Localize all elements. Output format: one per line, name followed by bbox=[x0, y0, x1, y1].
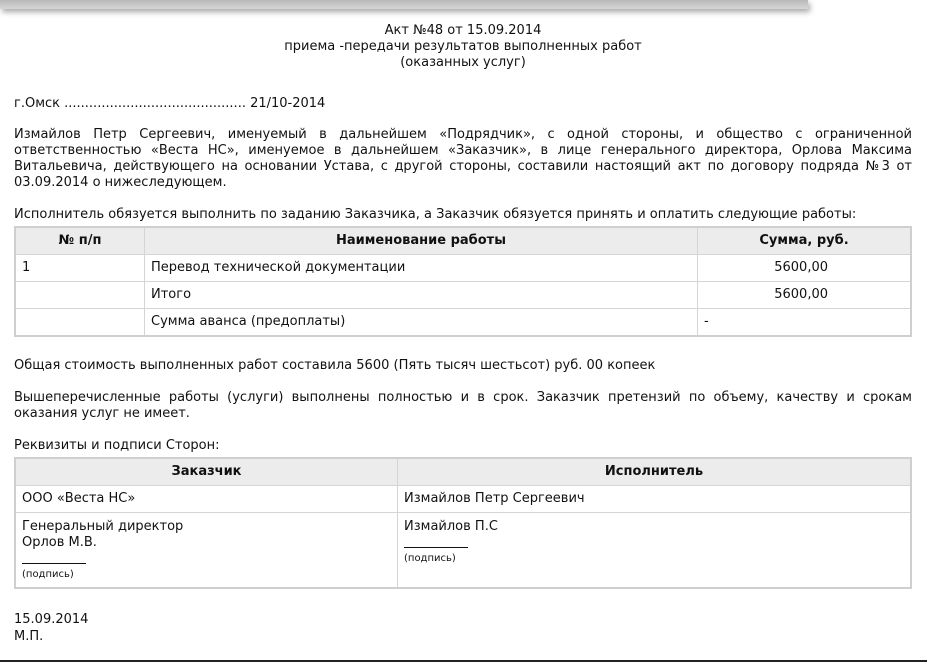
document-title bbox=[14, 23, 912, 71]
customer-position: Генеральный директор bbox=[22, 519, 184, 534]
contractor-short-name: Измайлов П.С bbox=[404, 519, 498, 534]
customer-signature-line bbox=[22, 551, 86, 564]
total-cost-paragraph: Общая стоимость выполненных работ составила 5600 (Пять тысяч шестьсот) руб. 00 копеек bbox=[14, 358, 656, 373]
place-date-line: г.Омск ............................................ 21/10-2014 bbox=[14, 96, 326, 111]
customer-person: Орлов М.В. bbox=[22, 535, 97, 550]
works-cell-number: 1 bbox=[15, 255, 145, 282]
customer-org: ООО «Веста НС» bbox=[15, 486, 398, 513]
signatures-header-row bbox=[15, 458, 911, 486]
contractor-signature-cell bbox=[398, 513, 912, 589]
works-cell-name: Итого bbox=[145, 282, 698, 309]
footer-stamp: М.П. bbox=[14, 629, 44, 644]
contractor-name: Измайлов Петр Сергеевич bbox=[398, 486, 912, 513]
no-claims-paragraph: Вышеперечисленные работы (услуги) выполнены полностью и в срок. Заказчик претензий по объему, качеству и срокам оказания услуг не имеет. bbox=[14, 390, 912, 421]
works-table bbox=[14, 226, 912, 337]
works-table-header-row bbox=[15, 227, 911, 255]
table-row bbox=[15, 486, 911, 513]
works-col-name: Наименование работы bbox=[145, 227, 698, 255]
works-cell-name: Сумма аванса (предоплаты) bbox=[145, 309, 698, 337]
works-cell-number bbox=[15, 309, 145, 337]
footer-date: 15.09.2014 bbox=[14, 612, 89, 627]
act-document bbox=[14, 23, 912, 645]
works-cell-sum: - bbox=[698, 309, 912, 337]
obligation-paragraph: Исполнитель обязуется выполнить по заданию Заказчика, а Заказчик обязуется принять и оплатить следующие работы: bbox=[14, 207, 857, 222]
works-cell-sum: 5600,00 bbox=[698, 255, 912, 282]
intro-paragraph: Измайлов Петр Сергеевич, именуемый в дальнейшем «Подрядчик», с одной стороны, и общество с ограниченной ответственностью «Веста НС», именуемое в дальнейшем «Заказчик», в лице генерального директора, Орлова Максима Витальевича, действующего на основании Устава, с другой стороны, составили настоящий акт по договору подряда №3 от 03.09.2014 о нижеследующем. bbox=[14, 127, 912, 190]
title-line-1: Акт №48 от 15.09.2014 bbox=[384, 23, 542, 38]
document-footer bbox=[14, 611, 912, 645]
works-cell-number bbox=[15, 282, 145, 309]
contractor-signature-line bbox=[404, 535, 468, 548]
table-row bbox=[15, 255, 911, 282]
table-row bbox=[15, 309, 911, 337]
works-col-number: № п/п bbox=[15, 227, 145, 255]
table-row bbox=[15, 513, 911, 589]
title-line-2: приема -передачи результатов выполненных работ bbox=[284, 39, 642, 54]
works-cell-sum: 5600,00 bbox=[698, 282, 912, 309]
contractor-signature-label: (подпись) bbox=[404, 553, 456, 564]
requisites-title: Реквизиты и подписи Сторон: bbox=[14, 438, 220, 453]
signatures-table bbox=[14, 457, 912, 589]
customer-signature-label: (подпись) bbox=[22, 569, 74, 580]
bottom-border-line bbox=[0, 660, 927, 662]
works-cell-name: Перевод технической документации bbox=[145, 255, 698, 282]
customer-signature-cell bbox=[15, 513, 398, 589]
contractor-header: Исполнитель bbox=[398, 458, 912, 486]
title-line-3: (оказанных услуг) bbox=[400, 55, 526, 70]
works-col-sum: Сумма, руб. bbox=[698, 227, 912, 255]
window-top-shadow-bar bbox=[0, 0, 808, 9]
table-row bbox=[15, 282, 911, 309]
customer-header: Заказчик bbox=[15, 458, 398, 486]
